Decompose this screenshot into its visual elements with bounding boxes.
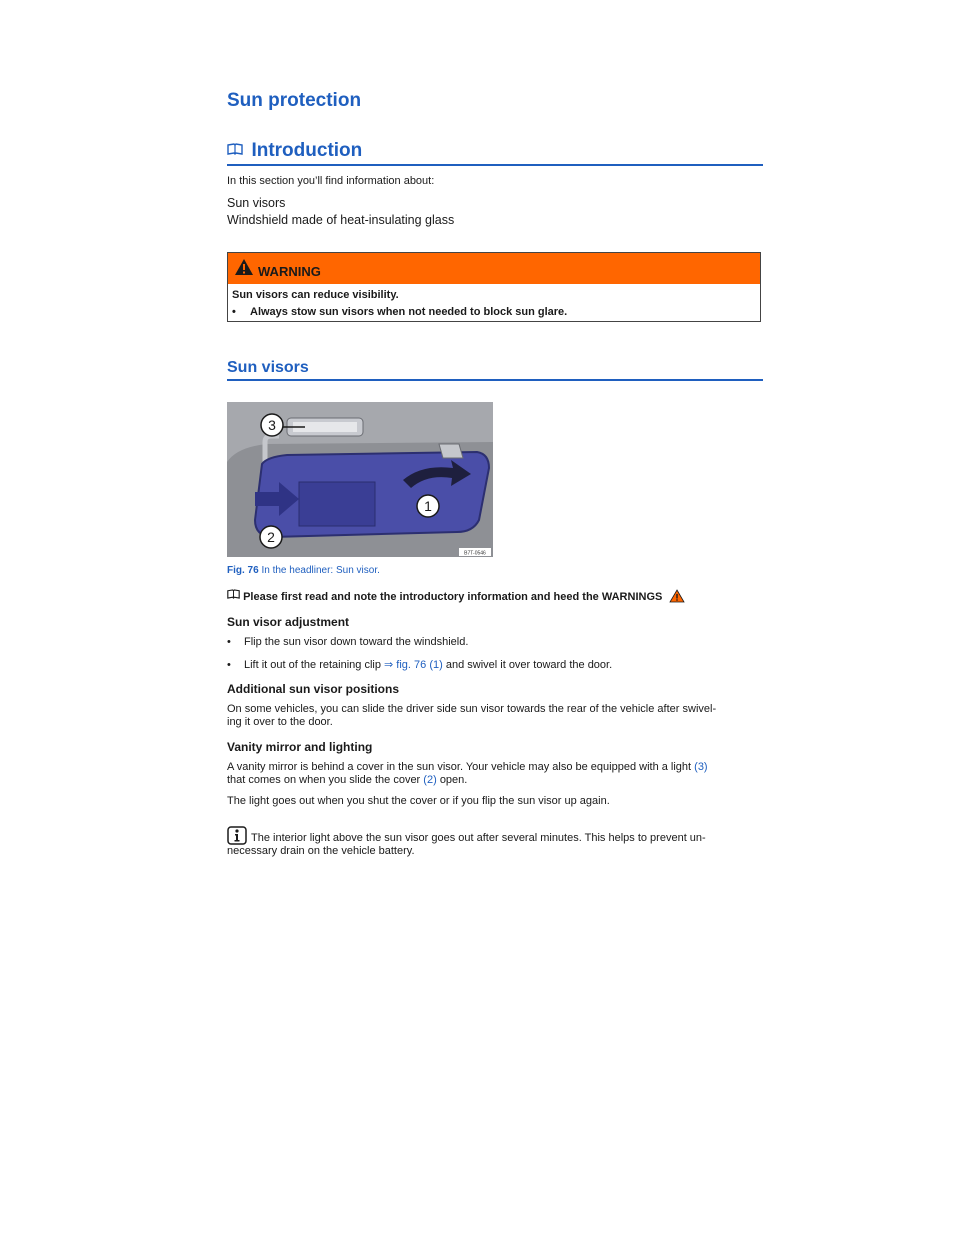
tip-text: The interior light above the sun visor goes out after several minutes. This helps to prevent un- [251,832,706,844]
list-item-text: Flip the sun visor down toward the windshield. [244,636,469,648]
list-item-text: Lift it out of the retaining clip [244,659,381,671]
warning-triangle-icon [234,258,254,276]
paragraph-text: open. [439,774,468,786]
warning-label: WARNING [258,264,321,279]
bullet: • [227,636,231,648]
info-icon [227,826,247,845]
warning-bullet-item [232,306,567,318]
subheading-vanity: Vanity mirror and lighting [227,740,373,754]
warning-text: Sun visors can reduce visibility. [232,289,399,301]
warning-header [228,253,760,284]
figure-number: Fig. 76 [227,565,259,576]
figure-caption-text: In the headliner: Sun visor. [261,565,380,576]
paragraph-line [227,774,757,787]
paragraph-line: ing it over to the door. [227,716,333,728]
callout-3: 3 [268,417,276,433]
list-item [227,636,468,648]
paragraph: The light goes out when you shut the cover or if you flip the sun visor up again. [227,795,610,807]
paragraph-line [227,761,757,774]
warning-reference-text: Please first read and note the introductory information and heed the WARNINGS [243,591,663,603]
intro-lead: In this section you’ll find information about: [227,175,435,187]
book-icon [227,143,243,155]
warning-triangle-icon [669,589,685,603]
page-title: Sun protection [227,90,362,111]
section-title: Sun visors [227,359,309,376]
intro-heading [227,140,763,166]
figure-link[interactable]: ⇒ fig. 76 (1) [384,659,443,671]
paragraph-line: On some vehicles, you can slide the driver side sun visor towards the rear of the vehicle after swivel- [227,703,717,715]
figure-code: B7T-0546 [464,550,486,557]
paragraph-line [227,826,757,845]
subheading-adjustment: Sun visor adjustment [227,615,350,629]
warning-reference [227,589,685,603]
figure-caption [227,565,380,576]
callout-2: 2 [267,529,275,545]
tip-note [227,826,757,858]
bullet: • [232,306,236,318]
paragraph-text: that comes on when you slide the cover [227,774,421,786]
list-item: Windshield made of heat-insulating glass [227,213,455,227]
paragraph-text: A vanity mirror is behind a cover in the sun visor. Your vehicle may also be equipped with a light [227,761,692,773]
intro-list [227,195,454,229]
sun-visor-figure [227,402,493,557]
book-icon [227,589,240,599]
intro-title: Introduction [251,140,363,161]
bullet: • [227,659,231,671]
callout-link-2[interactable]: (2) [423,774,437,786]
paragraph [227,703,757,729]
section-heading [227,359,763,381]
tip-text: necessary drain on the vehicle battery. [227,845,415,857]
subheading-additional: Additional sun visor positions [227,682,400,696]
list-item [227,658,612,671]
list-item-text: and swivel it over toward the door. [445,659,613,671]
paragraph [227,761,757,787]
callout-1: 1 [424,498,432,514]
warning-box [227,252,761,322]
warning-bullet-text: Always stow sun visors when not needed to block sun glare. [250,306,568,318]
callout-link-3[interactable]: (3) [694,761,708,773]
sun-visor-illustration [227,402,493,557]
list-item: Sun visors [227,196,286,210]
